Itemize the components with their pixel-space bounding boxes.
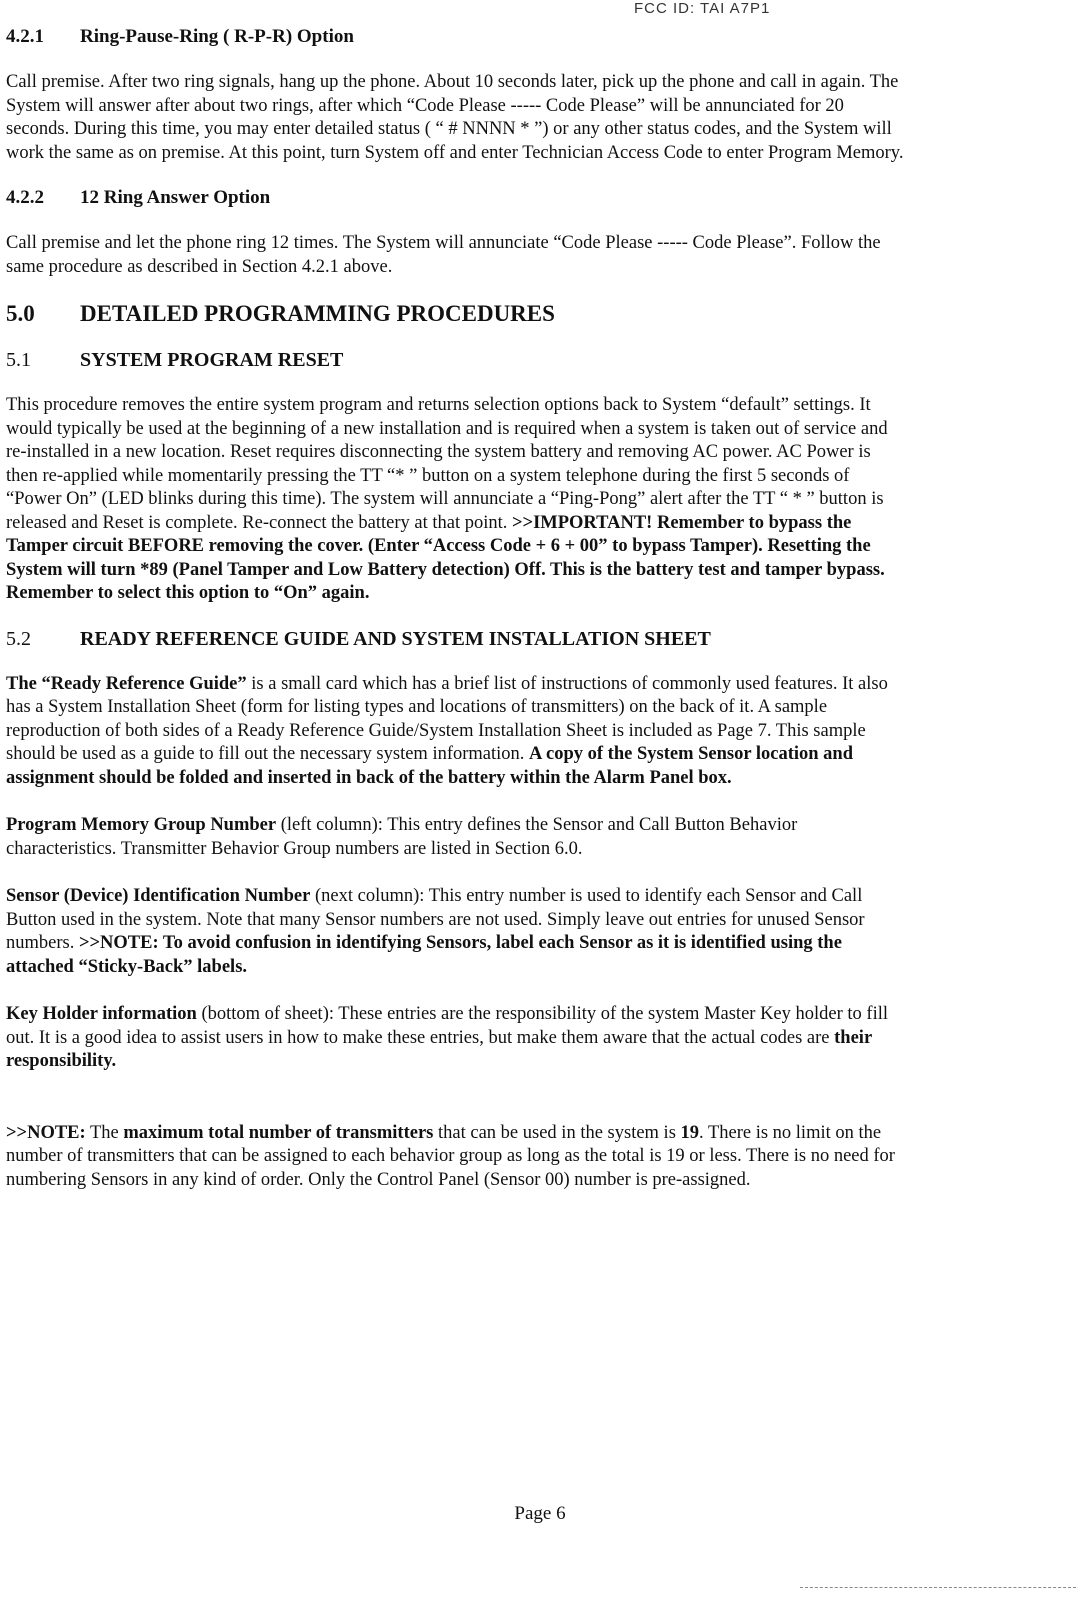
reset-procedure-text: This procedure removes the entire system program and returns selection options back to System “default” settings. It would typically be used at the beginning of a new installation and is required when a system is taken out of service and re-installed in a new location. Reset requires disconnecting the system battery and removing AC power. AC Power is then re-applied while momentarily pressing the TT “* ” button on a system telephone during the first 5 seconds of “Power On” (LED blinks during this time). The system will annunciate a “Ping-Pong” alert after the TT “ * ” button is released and Reset is complete. Re-connect the battery at that point. [6,395,888,533]
note-label: >>NOTE: [6,1122,86,1143]
sensor-id-term: Sensor (Device) Identification Number [6,886,311,906]
section-5-1-body [6,394,906,606]
page-number: Page 6 [514,1503,566,1524]
program-memory-text: (left column): This entry defines the Sensor and Call Button Behavior characteristics. Transmitter Behavior Group numbers are listed in Section 6.0. [6,815,798,859]
fcc-id-header: FCC ID: TAI A7P1 [634,0,771,17]
section-number: 5.0 [6,301,35,326]
ready-reference-text: is a small card which has a brief list of instructions of commonly used features. It also has a System Installation Sheet (form for listing types and locations of transmitters) on the back of it. A sample reproduction of both sides of a Ready Reference Guide/System Installation Sheet is included as Page 7. This sample should be used as a guide to fill out the necessary system information. [6,673,888,764]
note-text-2: that can be used in the system is [433,1122,681,1143]
important-note: >>IMPORTANT! Remember to bypass the Tamper circuit BEFORE removing the cover. (Enter “Access Code + 6 + 00” to bypass Tamper). Resetting the System will turn *89 (Panel Tamper and Low Battery detection) Off. This is the battery test and tamper bypass. Remember to select this option to “On” again. [6,512,885,603]
document-body [6,26,906,1192]
section-title: READY REFERENCE GUIDE AND SYSTEM INSTALLATION SHEET [80,627,711,650]
sensor-id-text: (next column): This entry number is used to identify each Sensor and Call Button used in the system. Note that many Sensor numbers are not used. Simply leave out entries for unused Sensor numbers. [6,886,865,953]
ready-reference-term: The “Ready Reference Guide” [6,673,247,694]
ready-reference-paragraph [6,673,906,791]
note-emphasis: maximum total number of transmitters [123,1122,434,1143]
ready-reference-emphasis: A copy of the System Sensor location and assignment should be folded and inserted in back of the battery within the Alarm Panel box. [6,744,853,788]
key-holder-term: Key Holder information [6,1004,197,1024]
program-memory-paragraph [6,814,906,861]
sensor-id-note: >>NOTE: To avoid confusion in identifying Sensors, label each Sensor as it is identified using the attached “Sticky-Back” labels. [6,933,842,977]
note-number: 19 [680,1122,700,1143]
max-transmitters-note [6,1122,906,1193]
sensor-id-paragraph [6,885,906,979]
section-5-0-heading [6,301,906,327]
section-5-2-heading [6,628,906,651]
note-text-3: . There is no limit on the number of transmitters that can be assigned to each behavior group as long as the total is 19 or less. There is no need for numbering Sensors in any kind of order. Only the Control Panel (Sensor 00) number is pre-assigned. [6,1122,895,1190]
section-number: 4.2.1 [6,26,44,47]
section-4-2-2-heading [6,187,906,209]
section-5-1-heading [6,349,906,372]
section-4-2-1-heading [6,26,906,48]
section-title: Ring-Pause-Ring ( R-P-R) Option [80,26,354,47]
section-number: 5.2 [6,627,31,650]
section-number: 4.2.2 [6,187,44,208]
section-4-2-1-body: Call premise. After two ring signals, hang up the phone. About 10 seconds later, pick up the phone and call in again. The System will answer after about two rings, after which “Code Please ----- Code Please” will be annunciated for 20 seconds. During this time, you may enter detailed status ( “ # NNNN * ”) or any other status codes, and the System will work the same as on premise. At this point, turn System off and enter Technician Access Code to enter Program Memory. [6,72,904,163]
section-title: DETAILED PROGRAMMING PROCEDURES [80,301,555,326]
section-number: 5.1 [6,349,31,371]
key-holder-text: (bottom of sheet): These entries are the responsibility of the system Master Key holder to fill out. It is a good idea to assist users in how to make these entries, but make them aware that the actual codes are [6,1004,888,1048]
program-memory-term: Program Memory Group Number [6,815,277,835]
section-title: 12 Ring Answer Option [80,187,271,208]
section-4-2-2-body: Call premise and let the phone ring 12 times. The System will annunciate “Code Please ----- Code Please”. Follow the same procedure as described in Section 4.2.1 above. [6,233,881,277]
key-holder-emphasis: their responsibility. [6,1027,872,1071]
section-title: SYSTEM PROGRAM RESET [80,349,344,371]
note-text-1: The [85,1122,124,1143]
bottom-divider [800,1587,1076,1588]
key-holder-paragraph [6,1003,906,1074]
